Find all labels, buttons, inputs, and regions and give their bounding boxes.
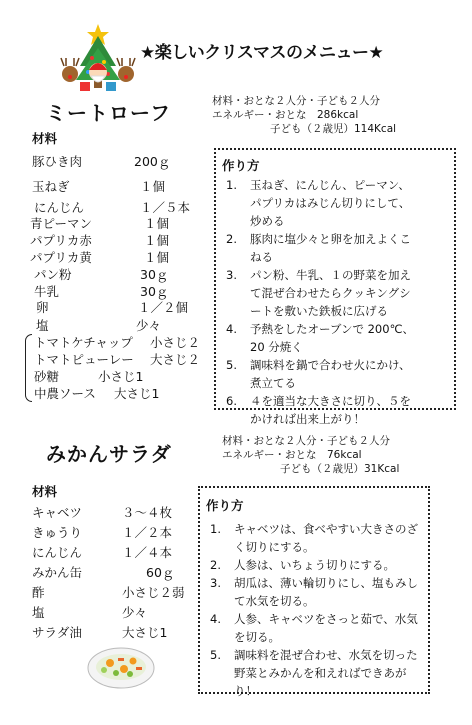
ingredient-name: パプリカ赤 bbox=[30, 233, 92, 248]
step-line: 予熱をしたオーブンで 200℃、 bbox=[250, 322, 414, 336]
step-number: 6. bbox=[226, 394, 237, 408]
list-item bbox=[32, 503, 173, 521]
salad-info-servings: 材料・おとな２人分・子ども２人分 bbox=[222, 435, 390, 447]
step-number: 5. bbox=[210, 648, 221, 662]
ingredient-name: 塩 bbox=[32, 605, 45, 620]
meatloaf-method-label: 作り方 bbox=[222, 158, 260, 173]
ingredient-qty: 60ｇ bbox=[146, 565, 175, 580]
step-line: かければ出来上がり！ bbox=[250, 412, 365, 426]
step bbox=[206, 646, 422, 700]
ingredient-qty: 少々 bbox=[122, 605, 148, 620]
ingredient-name: 砂糖 bbox=[34, 369, 60, 384]
ingredient-qty: 200ｇ bbox=[134, 154, 171, 169]
meatloaf-info-child-energy: 子ども（２歳児）114Kcal bbox=[270, 123, 397, 135]
step-number: 1. bbox=[210, 522, 221, 536]
step-line: を切る。 bbox=[234, 630, 280, 644]
salad-method-label: 作り方 bbox=[206, 498, 244, 513]
ingredient-qty: 大さじ２ bbox=[150, 352, 201, 367]
list-item bbox=[34, 367, 144, 385]
step-line: り！ bbox=[234, 684, 257, 698]
step-line: て混ぜ合わせたらクッキングシ bbox=[250, 286, 411, 300]
step-line: パプリカはみじん切りにして、 bbox=[250, 196, 411, 210]
meatloaf-sauce-list bbox=[34, 333, 214, 403]
salad-info-adult-energy: エネルギー・おとな 76kcal bbox=[222, 449, 362, 461]
ingredient-name: きゅうり bbox=[32, 525, 83, 540]
step-number: 1. bbox=[226, 178, 237, 192]
step-line: キャベツは、食べやすい大きさのざ bbox=[234, 522, 418, 536]
ingredient-name: トマトケチャップ bbox=[34, 335, 133, 350]
list-item bbox=[32, 563, 175, 581]
step bbox=[222, 176, 448, 230]
step-line: 人参は、いちょう切りにする。 bbox=[234, 558, 395, 572]
christmas-illustration bbox=[58, 22, 138, 94]
ingredient-qty: 小さじ1 bbox=[98, 369, 144, 384]
salad-ingredient-list bbox=[32, 503, 202, 643]
step bbox=[222, 320, 448, 356]
ingredient-name: トマトピューレー bbox=[34, 352, 134, 367]
meatloaf-info-servings: 材料・おとな２人分・子ども２人分 bbox=[212, 95, 380, 107]
step-line: ４を適当な大きさに切り、５を bbox=[250, 394, 411, 408]
meatloaf-ingredient-list bbox=[28, 150, 208, 340]
step bbox=[222, 356, 448, 392]
ingredient-qty: 大さじ1 bbox=[114, 386, 160, 401]
ingredient-name: みかん缶 bbox=[32, 565, 83, 580]
step bbox=[222, 392, 448, 428]
step-line: 調味料を混ぜ合わせ、水気を切った bbox=[234, 648, 418, 662]
ingredient-name: にんじん bbox=[34, 200, 85, 215]
step-line: 人参、キャベツをさっと茹で、水気 bbox=[234, 612, 418, 626]
step-number: 2. bbox=[210, 558, 221, 572]
step-number: 4. bbox=[210, 612, 221, 626]
salad-info bbox=[222, 434, 399, 476]
banner-title: ★楽しいクリスマスのメニュー★ bbox=[140, 43, 384, 63]
list-item bbox=[34, 350, 201, 368]
step-line: 炒める bbox=[250, 214, 285, 228]
ingredient-qty: 小さじ２ bbox=[150, 335, 201, 350]
ingredient-name: 牛乳 bbox=[34, 284, 60, 299]
ingredient-name: 豚ひき肉 bbox=[32, 154, 83, 169]
meatloaf-steps bbox=[222, 176, 448, 428]
step-line: て水気を切る。 bbox=[234, 594, 315, 608]
ingredient-qty: 30ｇ bbox=[140, 267, 169, 282]
ingredient-name: 塩 bbox=[36, 318, 49, 333]
ingredient-qty: 小さじ２弱 bbox=[122, 585, 185, 600]
step-line: 玉ねぎ、にんじん、ピーマン、 bbox=[250, 178, 410, 192]
meatloaf-method-box bbox=[214, 148, 456, 426]
ingredient-name: 中農ソース bbox=[34, 386, 96, 401]
step bbox=[206, 520, 422, 556]
step-line: ねる bbox=[250, 250, 273, 264]
list-item bbox=[34, 384, 160, 402]
step bbox=[222, 266, 448, 320]
list-item bbox=[32, 583, 185, 601]
list-item bbox=[36, 298, 189, 316]
step-line: 調味料を鍋で合わせ火にかけ、 bbox=[250, 358, 411, 372]
step-line: 豚肉に塩少々と卵を加えよくこ bbox=[250, 232, 411, 246]
step bbox=[206, 556, 422, 574]
ingredient-name: キャベツ bbox=[32, 505, 83, 520]
list-item bbox=[34, 333, 201, 351]
meatloaf-info-adult-energy: エネルギー・おとな 286kcal bbox=[212, 109, 359, 121]
ingredient-qty: １／２本 bbox=[122, 525, 173, 540]
step bbox=[206, 610, 422, 646]
list-item bbox=[32, 177, 166, 195]
ingredient-qty: １／４本 bbox=[122, 545, 173, 560]
salad-title: みかんサラダ bbox=[46, 442, 172, 466]
step bbox=[206, 574, 422, 610]
salad-bowl-image bbox=[86, 645, 156, 691]
ingredient-qty: １個 bbox=[144, 233, 170, 248]
step-line: 20 分焼く bbox=[250, 340, 303, 354]
salad-ingredients-label: 材料 bbox=[32, 484, 58, 499]
meatloaf-ingredients-label: 材料 bbox=[32, 131, 58, 146]
step-number: 5. bbox=[226, 358, 237, 372]
list-item bbox=[32, 623, 168, 641]
ingredient-qty: １個 bbox=[140, 179, 166, 194]
list-item bbox=[32, 523, 173, 541]
list-item bbox=[32, 603, 148, 621]
salad-method-box bbox=[198, 486, 430, 698]
ingredient-name: 青ピーマン bbox=[30, 216, 93, 231]
list-item bbox=[32, 543, 173, 561]
step-line: ートを敷いた鉄板に広げる bbox=[250, 304, 388, 318]
list-item bbox=[34, 265, 169, 283]
salad-info-child-energy: 子ども（２歳児）31Kcal bbox=[280, 463, 400, 475]
ingredient-qty: 30ｇ bbox=[140, 284, 169, 299]
step-line: く切りにする。 bbox=[234, 540, 315, 554]
ingredient-name: 卵 bbox=[36, 300, 49, 315]
ingredient-qty: １／５本 bbox=[140, 200, 191, 215]
ingredient-name: にんじん bbox=[32, 545, 83, 560]
ingredient-name: パプリカ黄 bbox=[30, 250, 92, 265]
ingredient-qty: １／２個 bbox=[138, 300, 189, 315]
salad-steps bbox=[206, 520, 422, 700]
list-item bbox=[30, 214, 170, 232]
meatloaf-title: ミートローフ bbox=[46, 101, 171, 125]
ingredient-name: 酢 bbox=[32, 585, 45, 600]
list-item bbox=[30, 231, 170, 249]
meatloaf-info bbox=[212, 94, 396, 136]
list-item bbox=[32, 152, 171, 170]
step-line: 胡瓜は、薄い輪切りにし、塩もみし bbox=[234, 576, 418, 590]
ingredient-qty: １個 bbox=[144, 250, 170, 265]
ingredient-qty: 大さじ1 bbox=[122, 625, 168, 640]
step-number: 3. bbox=[210, 576, 221, 590]
step-number: 3. bbox=[226, 268, 237, 282]
list-item bbox=[30, 248, 170, 266]
list-item bbox=[36, 316, 162, 334]
step-number: 2. bbox=[226, 232, 237, 246]
step-line: パン粉、牛乳、１の野菜を加え bbox=[250, 268, 411, 282]
step bbox=[222, 230, 448, 266]
sauce-brace bbox=[25, 334, 32, 402]
ingredient-name: サラダ油 bbox=[32, 625, 82, 640]
ingredient-name: 玉ねぎ bbox=[32, 179, 70, 194]
ingredient-qty: ３～４枚 bbox=[122, 505, 173, 520]
ingredient-qty: １個 bbox=[144, 216, 170, 231]
step-number: 4. bbox=[226, 322, 237, 336]
step-line: 野菜とみかんを和えればできあが bbox=[234, 666, 407, 680]
ingredient-name: パン粉 bbox=[34, 267, 72, 282]
step-line: 煮立てる bbox=[250, 376, 296, 390]
ingredient-qty: 少々 bbox=[136, 318, 162, 333]
